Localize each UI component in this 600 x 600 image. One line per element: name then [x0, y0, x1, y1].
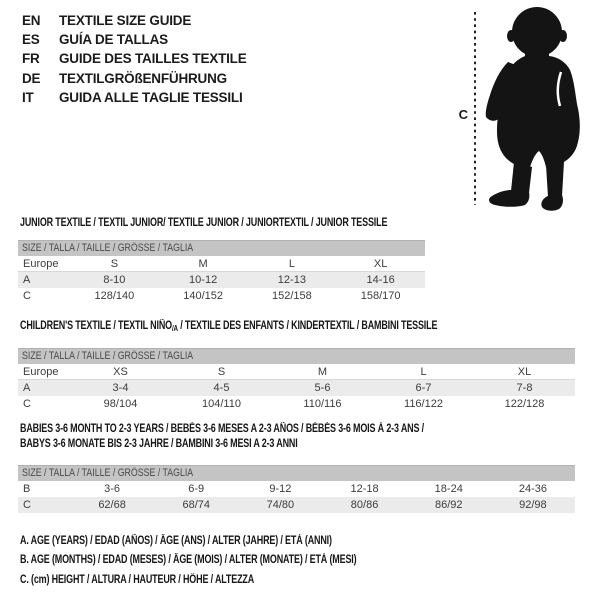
cell-value: 92/98 — [519, 499, 547, 511]
cell-value: 8-10 — [103, 274, 126, 286]
lang-code: ES — [22, 32, 40, 48]
lang-code: IT — [22, 89, 34, 105]
title-part: / TEXTILE DES ENFANTS / KINDERTEXTIL / BAMBINI TESSILE — [177, 320, 438, 332]
cell-value: 68/74 — [182, 499, 210, 511]
cell-value: 9-12 — [269, 483, 292, 495]
cell-value: 140/152 — [183, 290, 223, 302]
lang-code: EN — [22, 13, 41, 29]
footnote-c: C. (cm) HEIGHT / ALTURA / HAUTEUR / HÖHE / ALTEZZA — [20, 573, 255, 586]
height-label: C — [458, 107, 468, 122]
footnote-b: B. AGE (MONTHS) / EDAD (MESES) / ÂGE (MOIS) / ALTER (MONATE) / ETÀ (MESI) — [20, 554, 357, 567]
cell-value: 14-16 — [366, 274, 395, 286]
table-row — [18, 396, 575, 412]
cell-value: 122/128 — [504, 398, 545, 410]
cell-value: 62/68 — [98, 499, 126, 511]
cell-value: 3-6 — [104, 483, 121, 495]
junior-size-table — [18, 240, 425, 304]
cell-value: L — [420, 366, 427, 378]
lang-row-es — [22, 30, 247, 49]
lang-label: GUIDA ALLE TAGLIE TESSILI — [59, 89, 243, 105]
lang-label: TEXTILGRÖßENFÜHRUNG — [59, 70, 227, 86]
row-label: B — [23, 483, 31, 495]
cell-value: 104/110 — [202, 398, 241, 410]
cell-value: 7-8 — [516, 382, 533, 394]
title-subscript: /A — [171, 324, 178, 333]
lang-row-de — [22, 69, 247, 88]
cell-value: XL — [373, 258, 388, 270]
cell-value: XL — [517, 366, 532, 378]
cell-value: M — [198, 258, 208, 270]
cell-value: 5-6 — [314, 382, 331, 394]
cell-value: 98/104 — [103, 398, 138, 410]
title-part: CHILDREN'S TEXTILE / TEXTIL NIÑO — [20, 320, 172, 332]
figure-area — [440, 0, 600, 215]
cell-value: 12-13 — [277, 274, 306, 286]
cell-value: 86/92 — [434, 499, 463, 511]
cell-value: 12-18 — [350, 483, 379, 495]
table-row — [18, 256, 425, 272]
cell-value: 116/122 — [404, 398, 443, 410]
table-header-bar — [18, 348, 575, 364]
table-row — [18, 380, 575, 396]
lang-label: GUÍA DE TALLAS — [59, 32, 168, 48]
row-label: A — [23, 382, 31, 394]
cell-value: L — [288, 258, 295, 270]
row-label: C — [23, 499, 31, 511]
footnote-a: A. AGE (YEARS) / EDAD (AÑOS) / ÂGE (ANS) / ALTER (JAHRE) / ETÀ (ANNI) — [20, 535, 332, 547]
language-list — [22, 11, 247, 107]
row-label: C — [23, 398, 31, 410]
table-row — [18, 288, 425, 304]
title-line-2: BABYS 3-6 MONATE BIS 2-3 JAHRE / BAMBINI 3-6 MESI A 2-3 ANNI — [20, 438, 298, 450]
section-title-children — [20, 320, 437, 332]
cell-value: M — [317, 366, 328, 378]
babies-size-table — [18, 465, 575, 513]
cell-value: XS — [113, 366, 128, 378]
cell-value: 74/80 — [266, 499, 295, 511]
lang-row-fr — [22, 49, 247, 68]
cell-value: S — [110, 258, 119, 270]
table-header-label: SIZE / TALLA / TAILLE / GRÖSSE / TAGLIA — [22, 350, 194, 362]
lang-row-it — [22, 88, 247, 107]
cell-value: 6-7 — [415, 382, 432, 394]
cell-value: 80/86 — [350, 499, 379, 511]
table-header-bar — [18, 465, 575, 481]
table-row — [18, 272, 425, 288]
cell-value: 110/116 — [303, 398, 342, 410]
cell-value: 10-12 — [189, 274, 218, 286]
row-label: Europe — [23, 366, 59, 378]
row-label: C — [23, 290, 31, 302]
table-header-label: SIZE / TALLA / TAILLE / GRÖSSE / TAGLIA — [22, 242, 194, 254]
section-title-babies — [20, 422, 538, 452]
footnotes — [20, 532, 451, 590]
lang-row-en — [22, 11, 247, 30]
cell-value: 3-4 — [112, 382, 129, 394]
row-label: A — [23, 274, 31, 286]
table-row — [18, 481, 575, 497]
cell-value: 128/140 — [94, 290, 135, 302]
section-title-junior: JUNIOR TEXTILE / TEXTIL JUNIOR/ TEXTILE JUNIOR / JUNIORTEXTIL / JUNIOR TESSILE — [20, 217, 388, 229]
cell-value: 6-9 — [188, 483, 205, 495]
baby-silhouette-icon — [486, 7, 580, 211]
lang-label: GUIDE DES TAILLES TEXTILE — [59, 51, 247, 67]
title-line-1: BABIES 3-6 MONTH TO 2-3 YEARS / BEBÉS 3-6 MESES A 2-3 AÑOS / BÉBÉS 3-6 MOIS À 2-3 ANS / — [20, 423, 424, 435]
lang-label: TEXTILE SIZE GUIDE — [59, 13, 192, 29]
cell-value: 152/158 — [271, 290, 312, 302]
lang-code: DE — [22, 70, 41, 86]
lang-code: FR — [22, 51, 40, 67]
cell-value: 24-36 — [518, 483, 547, 495]
cell-value: 4-5 — [213, 382, 230, 394]
cell-value: S — [217, 366, 226, 378]
cell-value: 158/170 — [360, 290, 401, 302]
cell-value: 18-24 — [434, 483, 463, 495]
table-header-label: SIZE / TALLA / TAILLE / GRÖSSE / TAGLIA — [22, 467, 194, 479]
row-label: Europe — [23, 258, 59, 270]
children-size-table — [18, 348, 575, 412]
table-header-bar — [18, 240, 425, 256]
table-row — [18, 364, 575, 380]
table-row — [18, 497, 575, 513]
